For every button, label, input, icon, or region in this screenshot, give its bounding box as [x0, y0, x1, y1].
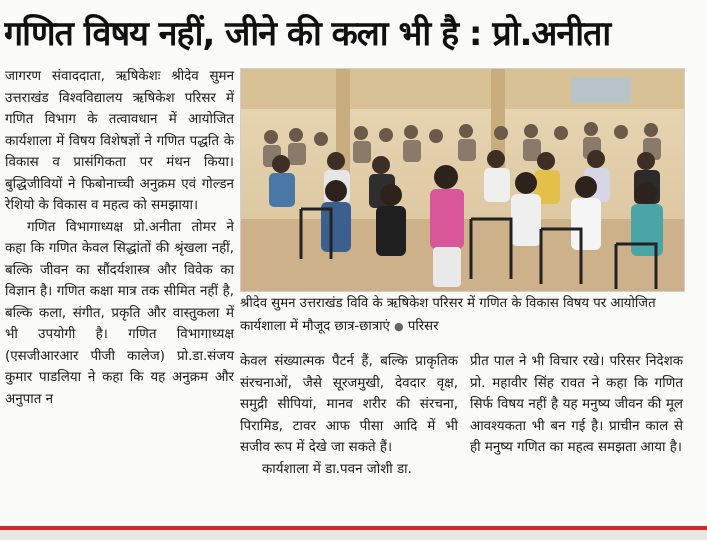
photo-caption	[240, 292, 683, 338]
article-column-2	[240, 351, 458, 480]
paragraph: जागरण संवाददाता, ऋषिकेशः श्रीदेव सुमन उत्तराखंड विश्वविद्यालय ऋषिकेश परिसर में गणित विभाग के तत्वावधान में आयोजित कार्यशाला में विषय विशेषज्ञों ने गणित पद्धति के विकास व प्रासंगिकता पर मंथन किया। बुद्धिजीवियों ने फिबोनाच्ची अनुक्रम एवं गोल्डन रेशियो के विकास व महत्व को समझाया।	[5, 69, 234, 213]
students-photo-illustration	[241, 69, 684, 291]
article-column-3	[470, 351, 683, 459]
event-photo	[240, 68, 685, 292]
caption-credit: परिसर	[407, 319, 439, 334]
bottom-strip	[0, 530, 707, 540]
headline: गणित विषय नहीं, जीने की कला भी है : प्रो.अनीता	[4, 14, 611, 54]
caption-text: श्रीदेव सुमन उत्तराखंड विवि के ऋषिकेश परिसर में गणित के विकास विषय पर आयोजित कार्यशाला में मौजूद छात्र-छात्राएं	[240, 296, 656, 334]
article-column-1	[5, 66, 234, 410]
paragraph: कार्यशाला में डा.पवन जोशी डा.	[262, 461, 412, 477]
paragraph: प्रीत पाल ने भी विचार रखे। परिसर निदेशक प्रो. महावीर सिंह रावत ने कहा कि गणित सिर्फ विषय नहीं है यह मनुष्य जीवन की मूल आवश्यकता भी बन गई है। प्राचीन काल से ही मनुष्य गणित का महत्व समझता आया है।	[470, 354, 683, 455]
paragraph: केवल संख्यात्मक पैटर्न हैं, बल्कि प्राकृतिक संरचनाओं, जैसे सूरजमुखी, देवदार वृक्ष, समुद्री सीपियां, मानव शरीर की संरचना, पिरामिड, टावर आफ पीसा आदि में भी सजीव रूप में देखे जा सकते हैं।	[240, 354, 458, 455]
bullet-icon: ●	[394, 320, 404, 333]
paragraph: गणित विभागाध्यक्ष प्रो.अनीता तोमर ने कहा कि गणित केवल सिद्धांतों की श्रृंखला नहीं, बल्कि जीवन का सौंदर्यशास्त्र और विवेक का विज्ञान है। गणित कक्षा मात्र तक सीमित नहीं है, बल्कि कला, संगीत, प्रकृति और वास्तुकला में भी उपयोगी है। गणित विभागाध्यक्ष (एसजीआरआर पीजी कालेज) प्रो.डा.संजय कुमार पाडलिया ने कहा कि यह अनुक्रम और अनुपात न	[5, 219, 234, 407]
